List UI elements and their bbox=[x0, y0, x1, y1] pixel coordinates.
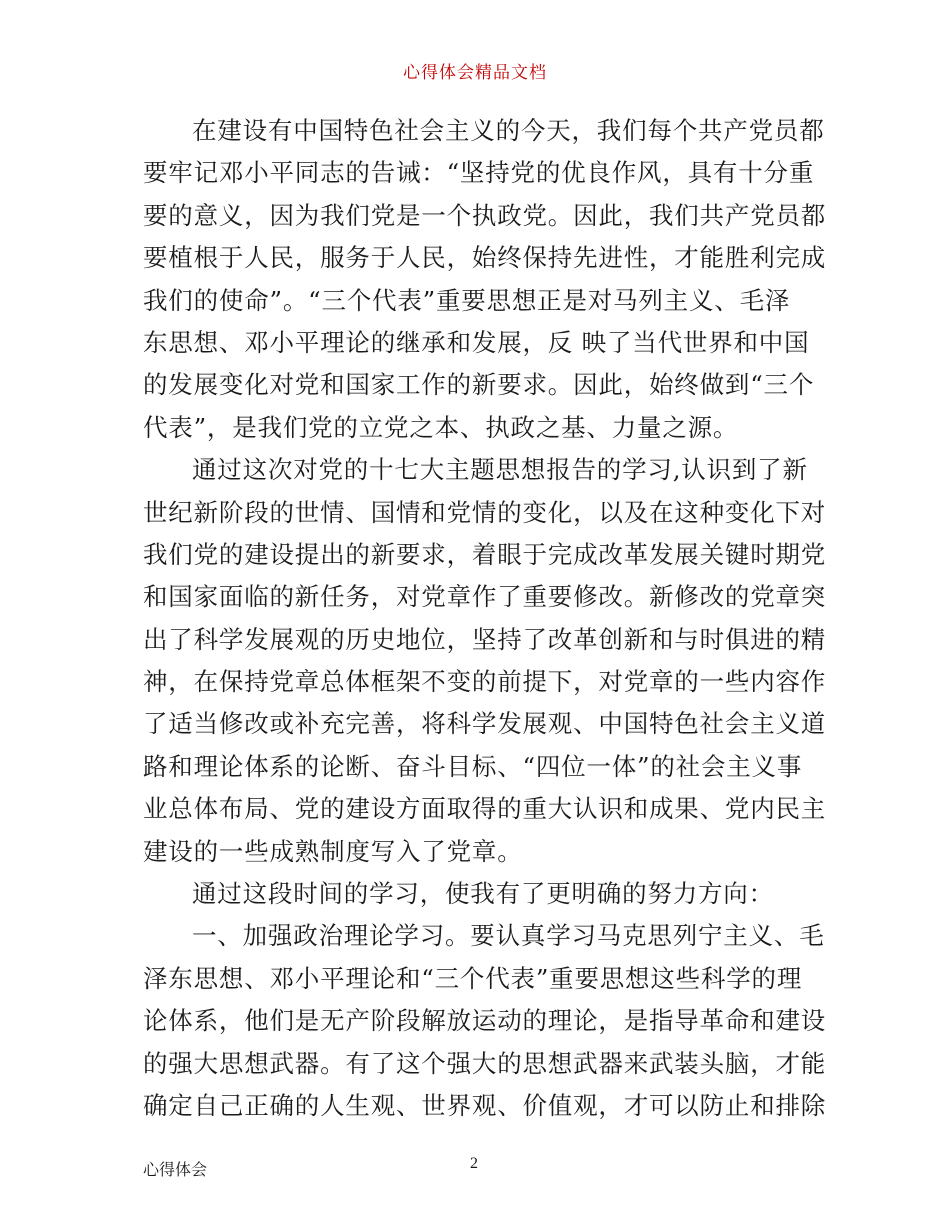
body-line: 东思想、邓小平理论的继承和发展，反 映了当代世界和中国 bbox=[143, 327, 810, 357]
body-line: 要牢记邓小平同志的告诫：“坚持党的优良作风，具有十分重 bbox=[143, 158, 815, 188]
document-body bbox=[143, 110, 827, 1127]
body-line: 通过这次对党的十七大主题思想报告的学习,认识到了新 bbox=[192, 455, 808, 485]
body-line: 路和理论体系的论断、奋斗目标、“四位一体”的社会主义事 bbox=[143, 751, 803, 781]
body-line: 论体系，他们是无产阶段解放运动的理论，是指导革命和建设 bbox=[143, 1006, 827, 1036]
body-line: 和国家面临的新任务，对党章作了重要修改。新修改的党章突 bbox=[143, 582, 827, 612]
body-line: 神，在保持党章总体框架不变的前提下，对党章的一些内容作 bbox=[143, 667, 827, 697]
footer-label: 心得体会 bbox=[143, 1160, 208, 1179]
body-line: 泽东思想、邓小平理论和“三个代表”重要思想这些科学的理 bbox=[143, 963, 803, 993]
body-line: 业总体布局、党的建设方面取得的重大认识和成果、党内民主 bbox=[143, 794, 827, 824]
body-line: 了适当修改或补充完善，将科学发展观、中国特色社会主义道 bbox=[143, 709, 827, 739]
document-header-title: 心得体会精品文档 bbox=[403, 63, 547, 83]
body-line: 出了科学发展观的历史地位，坚持了改革创新和与时俱进的精 bbox=[143, 624, 827, 654]
page-number: 2 bbox=[470, 1155, 478, 1172]
body-line: 代表”，是我们党的立党之本、执政之基、力量之源。 bbox=[143, 412, 739, 442]
body-line: 我们的使命”。“三个代表”重要思想正是对马列主义、毛泽 bbox=[143, 285, 791, 315]
body-line: 在建设有中国特色社会主义的今天，我们每个共产党员都 bbox=[192, 116, 825, 145]
body-line: 世纪新阶段的世情、国情和党情的变化，以及在这种变化下对 bbox=[143, 497, 827, 527]
body-line: 通过这段时间的学习，使我有了更明确的努力方向： bbox=[192, 879, 774, 909]
body-line: 要植根于人民，服务于人民，始终保持先进性，才能胜利完成 bbox=[143, 243, 827, 273]
body-line: 我们党的建设提出的新要求，着眼于完成改革发展关键时期党 bbox=[143, 539, 827, 569]
body-line: 一、加强政治理论学习。要认真学习马克思列宁主义、毛 bbox=[192, 921, 825, 951]
body-line: 要的意义，因为我们党是一个执政党。因此，我们共产党员都 bbox=[143, 200, 827, 230]
body-line: 建设的一些成熟制度写入了党章。 bbox=[143, 836, 523, 866]
body-line: 确定自己正确的人生观、世界观、价值观，才可以防止和排除 bbox=[143, 1090, 827, 1120]
body-line: 的强大思想武器。有了这个强大的思想武器来武装头脑，才能 bbox=[143, 1048, 827, 1078]
body-line: 的发展变化对党和国家工作的新要求。因此，始终做到“三个 bbox=[143, 370, 815, 400]
